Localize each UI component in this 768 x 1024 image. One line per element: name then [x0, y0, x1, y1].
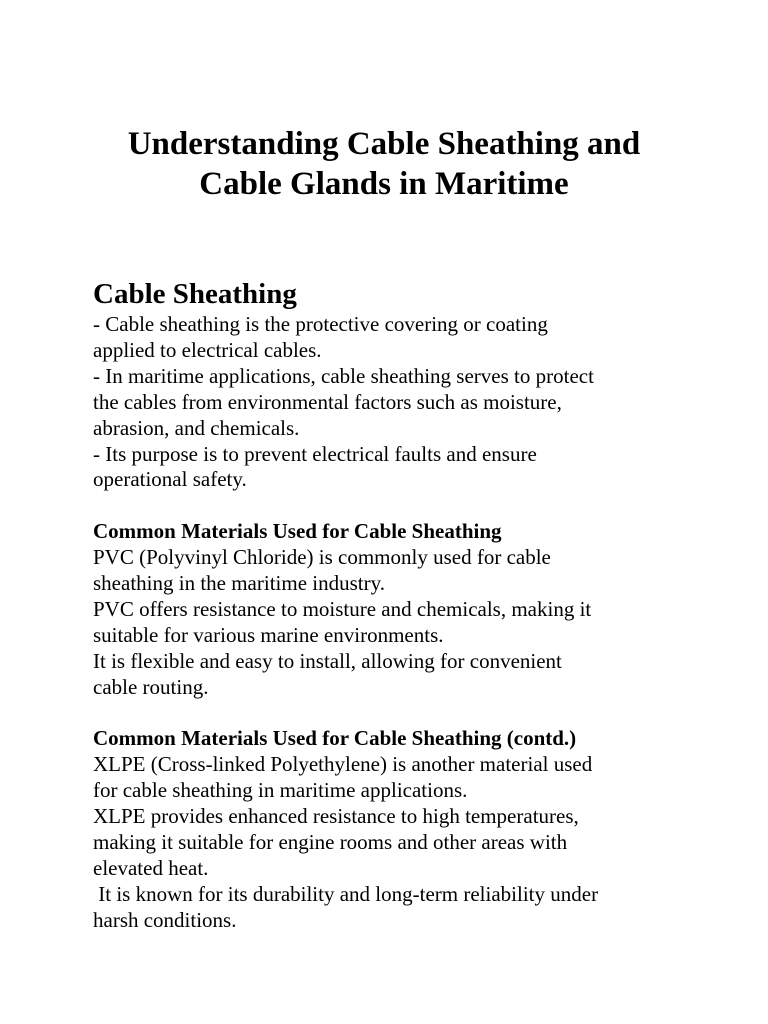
text-line: suitable for various marine environments. — [93, 622, 444, 647]
subheading-common-materials-contd: Common Materials Used for Cable Sheathing (contd.) — [93, 726, 577, 751]
text-line: operational safety. — [93, 467, 247, 492]
document-body — [93, 276, 693, 934]
text-line: PVC offers resistance to moisture and chemicals, making it — [93, 596, 592, 621]
document-title-line-2: Cable Glands in Maritime — [199, 166, 569, 202]
paragraph-gap — [93, 493, 693, 519]
text-line: harsh conditions. — [93, 907, 237, 932]
text-line: the cables from environmental factors such as moisture, — [93, 389, 562, 414]
common-materials-paragraph — [93, 545, 693, 700]
common-materials-contd-paragraph — [93, 752, 693, 933]
text-line: PVC (Polyvinyl Chloride) is commonly used for cable — [93, 545, 551, 570]
text-line: XLPE provides enhanced resistance to high temperatures, — [93, 804, 579, 829]
text-line: - Its purpose is to prevent electrical faults and ensure — [93, 441, 537, 466]
text-line: - Cable sheathing is the protective covering or coating — [93, 312, 548, 336]
text-line: sheathing in the maritime industry. — [93, 571, 386, 596]
text-line: for cable sheathing in maritime applications. — [93, 778, 468, 803]
section-heading-cable-sheathing: Cable Sheathing — [93, 278, 297, 310]
document-title-line-1: Understanding Cable Sheathing and — [127, 126, 641, 162]
subheading-common-materials: Common Materials Used for Cable Sheathing — [93, 519, 502, 544]
text-line: XLPE (Cross-linked Polyethylene) is another material used — [93, 752, 593, 777]
text-line: abrasion, and chemicals. — [93, 415, 300, 440]
text-line: making it suitable for engine rooms and other areas with — [93, 830, 568, 855]
document-title — [60, 124, 708, 204]
paragraph-gap — [93, 701, 693, 727]
text-line: elevated heat. — [93, 856, 209, 880]
text-line: It is known for its durability and long-term reliability under — [93, 881, 599, 906]
text-line: applied to electrical cables. — [93, 337, 322, 362]
text-line: - In maritime applications, cable sheathing serves to protect — [93, 363, 594, 388]
text-line: It is flexible and easy to install, allowing for convenient — [93, 648, 562, 673]
cable-sheathing-intro — [93, 312, 693, 493]
text-line: cable routing. — [93, 674, 209, 699]
